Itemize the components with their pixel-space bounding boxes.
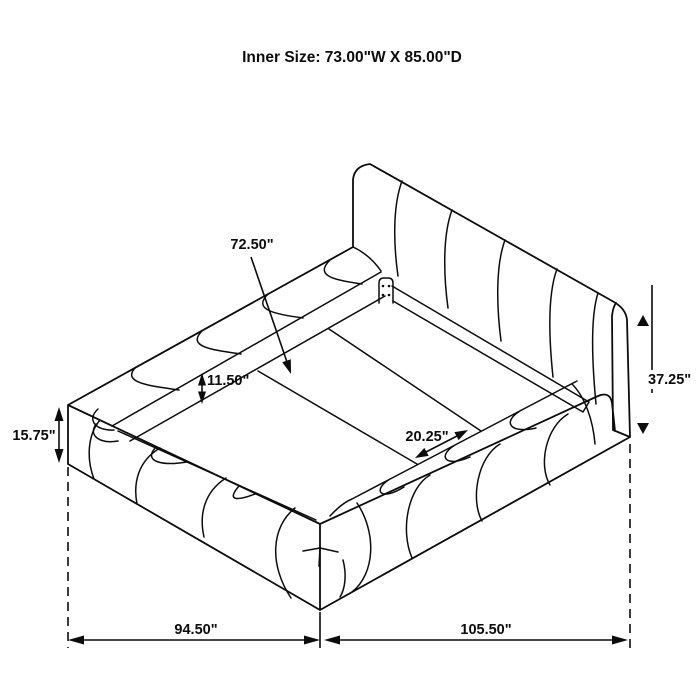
dimension-label: 94.50" — [174, 622, 218, 638]
arrow-up-icon — [198, 373, 206, 386]
dimension-label: 15.75" — [12, 428, 56, 444]
fabric-tag — [303, 548, 345, 597]
bracket-screw-hole — [382, 285, 385, 288]
arrow-down-icon — [282, 359, 291, 374]
dimension-label: 105.50" — [460, 622, 512, 638]
bracket-plate — [379, 278, 393, 303]
dimension-annotations — [12, 49, 691, 648]
bracket — [379, 278, 393, 303]
arrow-down-icon — [637, 423, 649, 434]
leader-line — [251, 257, 287, 362]
arrow-right-icon — [612, 636, 628, 645]
dimension-label: 72.50" — [230, 237, 274, 253]
bracket-screw-hole — [382, 294, 385, 297]
bracket-screw-hole — [388, 294, 391, 297]
arrow-down-left-icon — [415, 448, 429, 458]
arrow-left-icon — [324, 636, 340, 645]
dimension-overall-depth — [324, 622, 628, 645]
headboard-support-rail — [392, 286, 589, 412]
arrow-down-icon — [55, 449, 64, 463]
dimension-overall-width — [68, 622, 320, 645]
bed-drawing — [68, 164, 630, 610]
dimension-label: 20.25" — [405, 429, 449, 445]
dimension-label: 37.25" — [648, 372, 692, 388]
right-rail-band — [330, 381, 595, 516]
bed-outline — [68, 164, 630, 610]
dimension-headboard-height — [637, 285, 691, 434]
bracket-screw-hole — [388, 285, 391, 288]
deck — [130, 286, 589, 464]
page-title: Inner Size: 73.00"W X 85.00"D — [242, 49, 462, 66]
arrow-left-icon — [68, 636, 84, 645]
dimension-label: 11.50" — [207, 373, 250, 389]
arrow-up-icon — [637, 315, 649, 326]
left-rail-band — [93, 260, 381, 430]
arrow-up-icon — [55, 407, 64, 421]
dimension-rail-inner-height — [198, 373, 249, 404]
dimension-base-height — [12, 407, 63, 463]
front-face-seams — [89, 414, 568, 598]
arrow-right-icon — [304, 636, 320, 645]
